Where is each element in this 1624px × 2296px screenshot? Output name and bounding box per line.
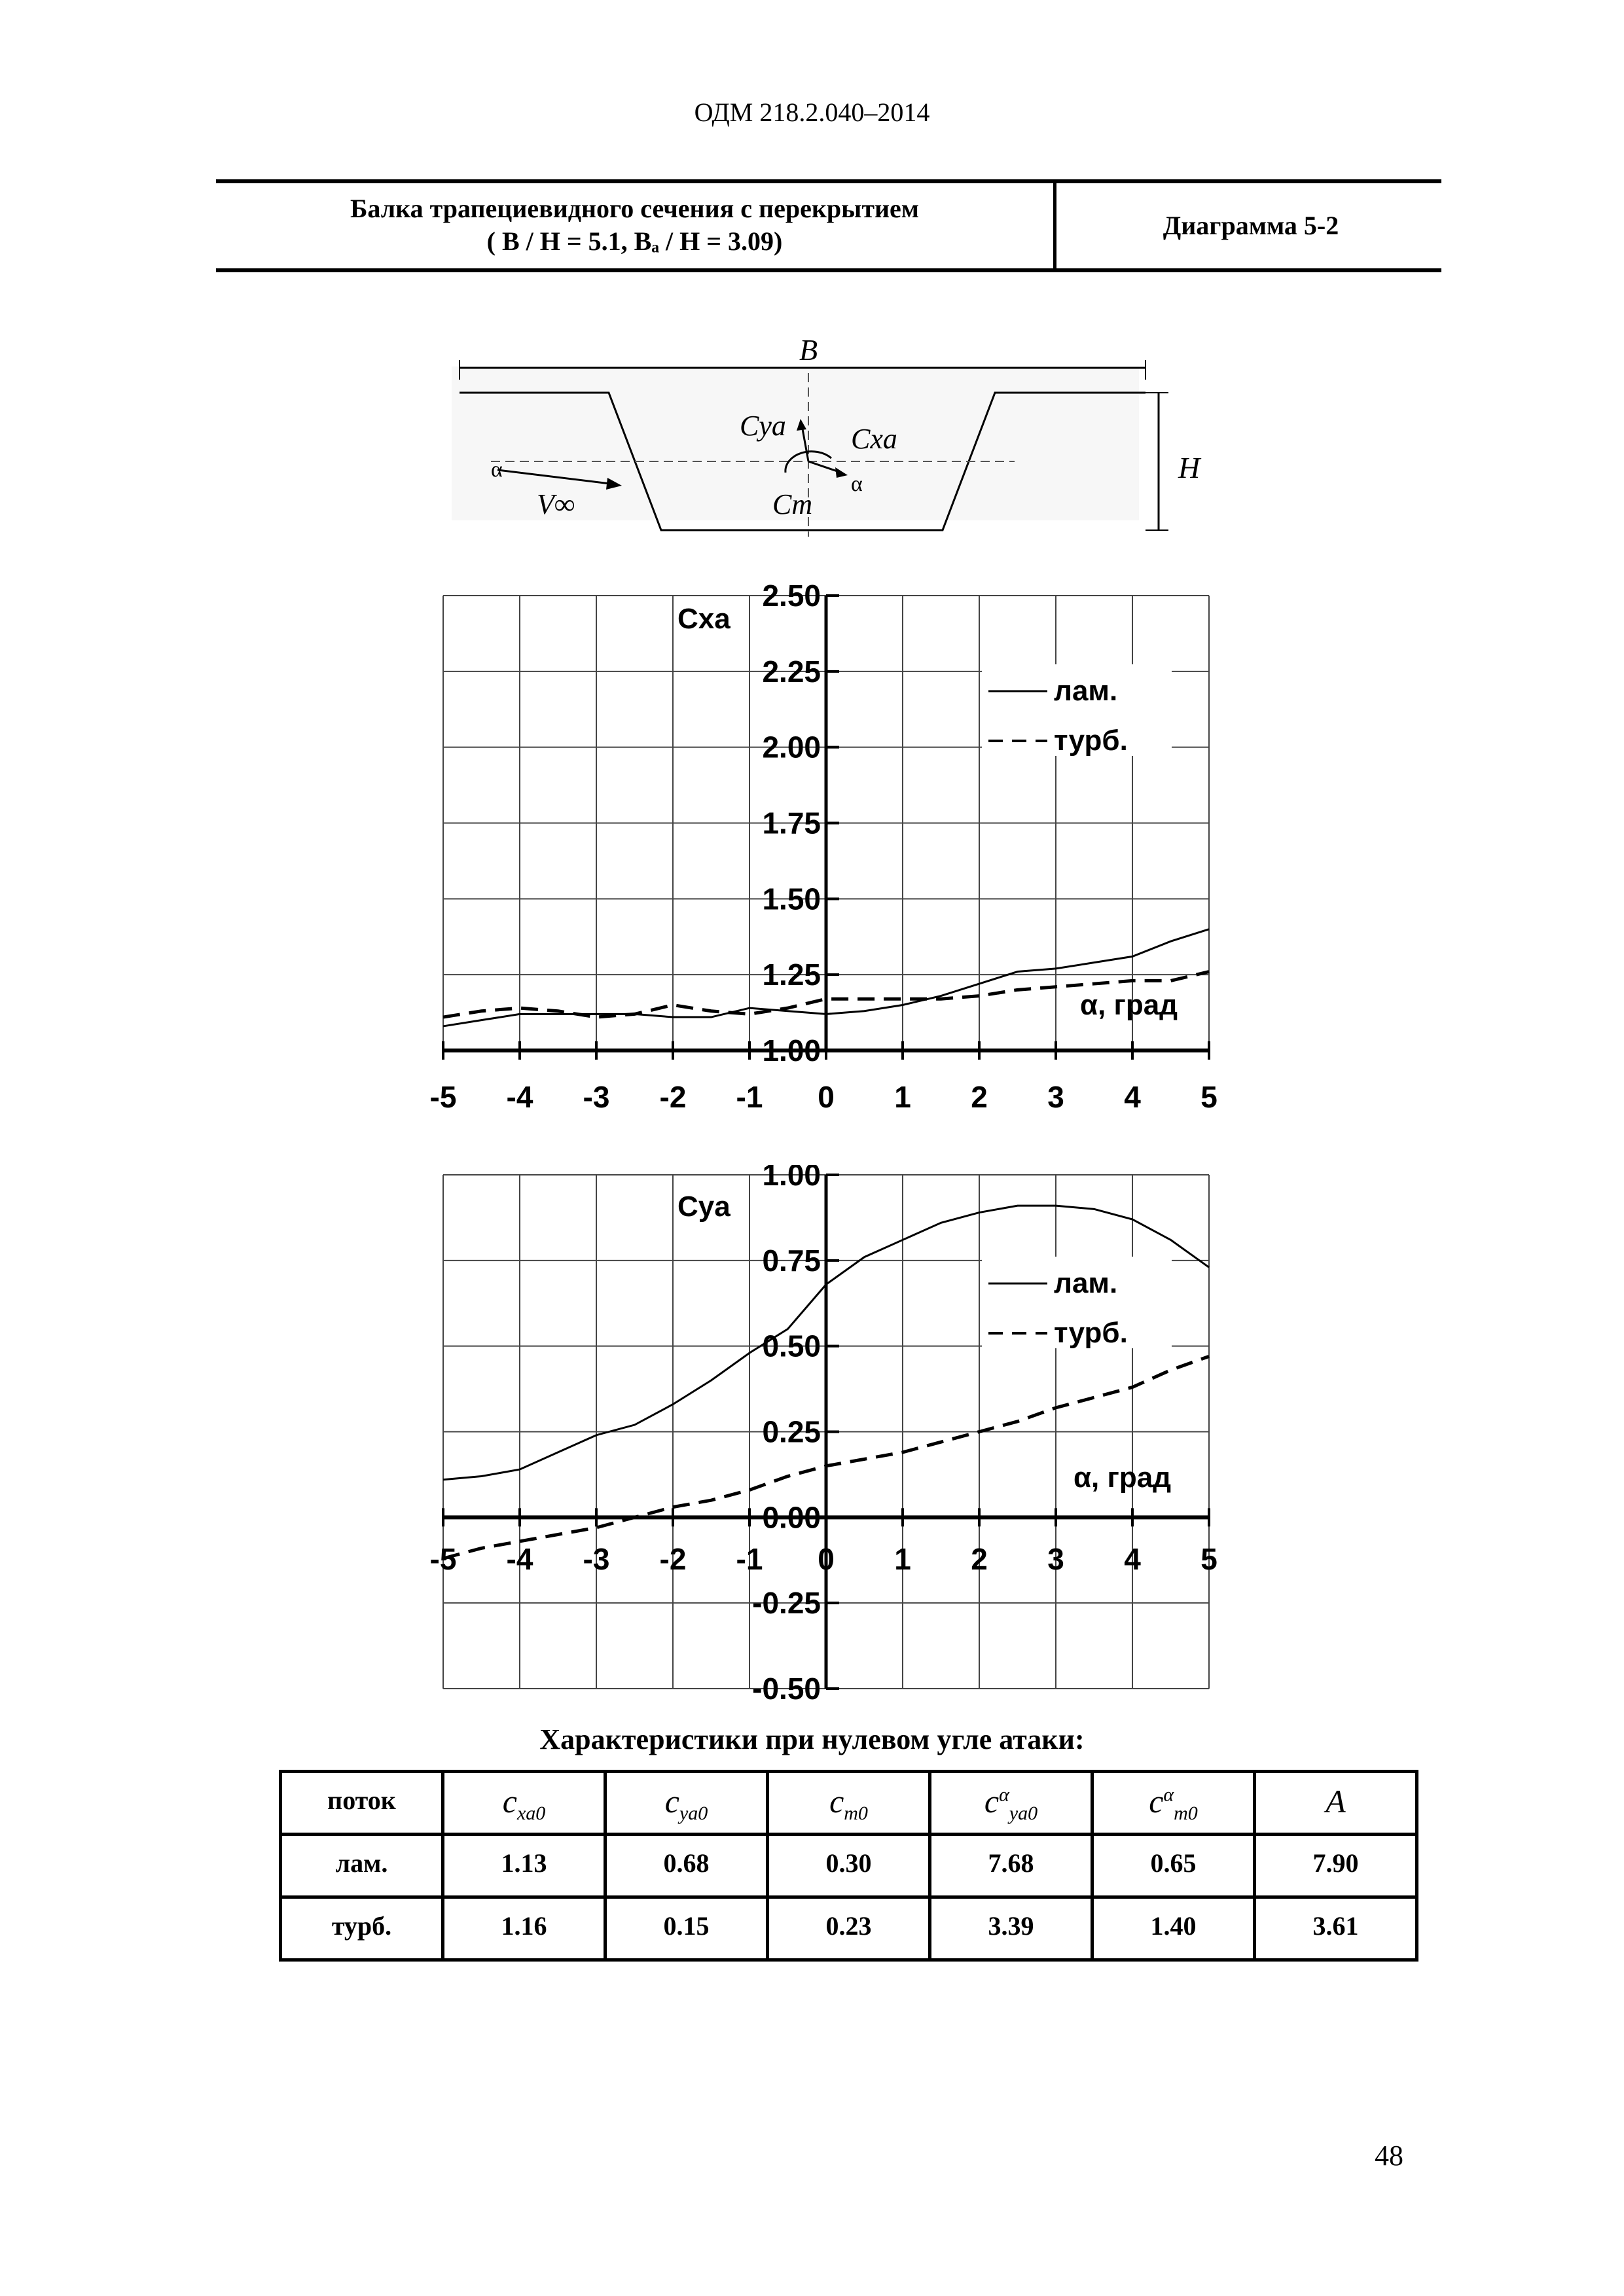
cell: 7.68 xyxy=(930,1835,1092,1897)
cell: 3.39 xyxy=(930,1897,1092,1960)
y-tick-label: 0.25 xyxy=(762,1414,821,1449)
x-tick-label: 3 xyxy=(1047,1542,1064,1576)
x-tick-label: 4 xyxy=(1124,1080,1141,1114)
x-tick-label: -5 xyxy=(429,1542,457,1576)
x-tick-label: -1 xyxy=(736,1080,763,1114)
cell: 0.23 xyxy=(768,1897,930,1960)
cya-tick-labels xyxy=(430,1165,1218,1706)
cxa-tick-labels xyxy=(430,579,1218,1114)
table-row xyxy=(281,1835,1417,1897)
header-cm0: $c_{m0}$ xyxy=(768,1772,930,1835)
table-caption: Характеристики при нулевом угле атаки: xyxy=(539,1723,1085,1755)
x-tick-label: -3 xyxy=(583,1542,610,1576)
label-V: V∞ xyxy=(537,488,575,520)
y-tick-label: 0.00 xyxy=(762,1500,821,1535)
y-tick-label: 1.00 xyxy=(762,1033,821,1067)
cross-section-schematic xyxy=(445,327,1270,543)
cell: 0.68 xyxy=(605,1835,768,1897)
cxa-xlabel: α, град xyxy=(1080,989,1178,1021)
x-tick-label: -3 xyxy=(583,1080,610,1114)
x-tick-label: 0 xyxy=(818,1542,835,1576)
header-A: A xyxy=(1255,1772,1417,1835)
x-tick-label: 5 xyxy=(1200,1542,1218,1576)
x-tick-label: 1 xyxy=(894,1542,911,1576)
legend-label-lam: лам. xyxy=(1054,1267,1118,1299)
cxa-chart xyxy=(419,576,1244,1132)
header-cya0-alpha: $c^\alpha_{ya0}$ xyxy=(930,1772,1092,1835)
y-tick-label: 0.50 xyxy=(762,1329,821,1363)
cya-chart xyxy=(419,1165,1244,1708)
diagram-label: Диаграмма 5-2 xyxy=(1163,211,1339,240)
y-tick-label: 0.75 xyxy=(762,1243,821,1278)
x-tick-label: -4 xyxy=(506,1542,533,1576)
page-number: 48 xyxy=(1375,2140,1403,2172)
cxa-ylabel: Cxa xyxy=(677,603,731,635)
x-tick-label: 4 xyxy=(1124,1542,1141,1576)
x-tick-label: -4 xyxy=(506,1080,533,1114)
cell: 3.61 xyxy=(1255,1897,1417,1960)
header-cm0-alpha: $c^\alpha_{m0}$ xyxy=(1092,1772,1255,1835)
header-title-line1: Балка трапециевидного сечения с перекрытием xyxy=(350,194,920,223)
cell: 7.90 xyxy=(1255,1835,1417,1897)
row-flow: турб. xyxy=(281,1897,443,1960)
x-tick-label: 2 xyxy=(971,1542,988,1576)
y-tick-label: -0.50 xyxy=(752,1672,821,1706)
label-Cxa: Cxa xyxy=(851,423,897,455)
header-box xyxy=(216,179,1441,272)
x-tick-label: 2 xyxy=(971,1080,988,1114)
y-tick-label: 2.50 xyxy=(762,579,821,613)
cell: 0.65 xyxy=(1092,1835,1255,1897)
label-alpha-2: α xyxy=(851,472,863,496)
x-tick-label: -5 xyxy=(429,1080,457,1114)
y-tick-label: 1.25 xyxy=(762,958,821,992)
y-tick-label: 2.00 xyxy=(762,730,821,764)
table-row xyxy=(281,1897,1417,1960)
document-code: ОДМ 218.2.040–2014 xyxy=(694,98,930,127)
header-title xyxy=(216,183,1056,268)
y-tick-label: 1.00 xyxy=(762,1165,821,1192)
cya-xlabel: α, град xyxy=(1074,1462,1172,1494)
label-Cm: Cm xyxy=(772,488,813,520)
x-tick-label: -2 xyxy=(659,1542,687,1576)
legend-label-turb: турб. xyxy=(1054,1317,1128,1349)
y-tick-label: 1.75 xyxy=(762,806,821,840)
label-alpha: α xyxy=(491,457,503,482)
characteristics-table xyxy=(279,1770,1418,1962)
table-header-row xyxy=(281,1772,1417,1835)
cell: 1.40 xyxy=(1092,1897,1255,1960)
x-tick-label: 3 xyxy=(1047,1080,1064,1114)
cya-ylabel: Cya xyxy=(677,1191,731,1223)
y-tick-label: 2.25 xyxy=(762,654,821,689)
label-Cya: Cya xyxy=(740,410,786,442)
x-tick-label: -1 xyxy=(736,1542,763,1576)
cxa-legend xyxy=(982,664,1172,757)
cell: 1.16 xyxy=(443,1897,605,1960)
x-tick-label: 0 xyxy=(818,1080,835,1114)
header-title-line2: ( B / H = 5.1, Bₐ / H = 3.09) xyxy=(486,226,783,256)
cell: 1.13 xyxy=(443,1835,605,1897)
header-cxa0: $c_{xa0}$ xyxy=(443,1772,605,1835)
cya-legend xyxy=(982,1257,1172,1349)
x-tick-label: 1 xyxy=(894,1080,911,1114)
label-H: H xyxy=(1178,451,1200,484)
legend-label-lam: лам. xyxy=(1054,675,1118,707)
x-tick-label: -2 xyxy=(659,1080,687,1114)
header-cya0: $c_{ya0}$ xyxy=(605,1772,768,1835)
x-tick-label: 5 xyxy=(1200,1080,1218,1114)
y-tick-label: -0.25 xyxy=(752,1586,821,1621)
header-flow: поток xyxy=(281,1772,443,1835)
cell: 0.30 xyxy=(768,1835,930,1897)
row-flow: лам. xyxy=(281,1835,443,1897)
y-tick-label: 1.50 xyxy=(762,882,821,916)
label-B: B xyxy=(799,333,818,367)
cell: 0.15 xyxy=(605,1897,768,1960)
legend-label-turb: турб. xyxy=(1054,725,1128,757)
